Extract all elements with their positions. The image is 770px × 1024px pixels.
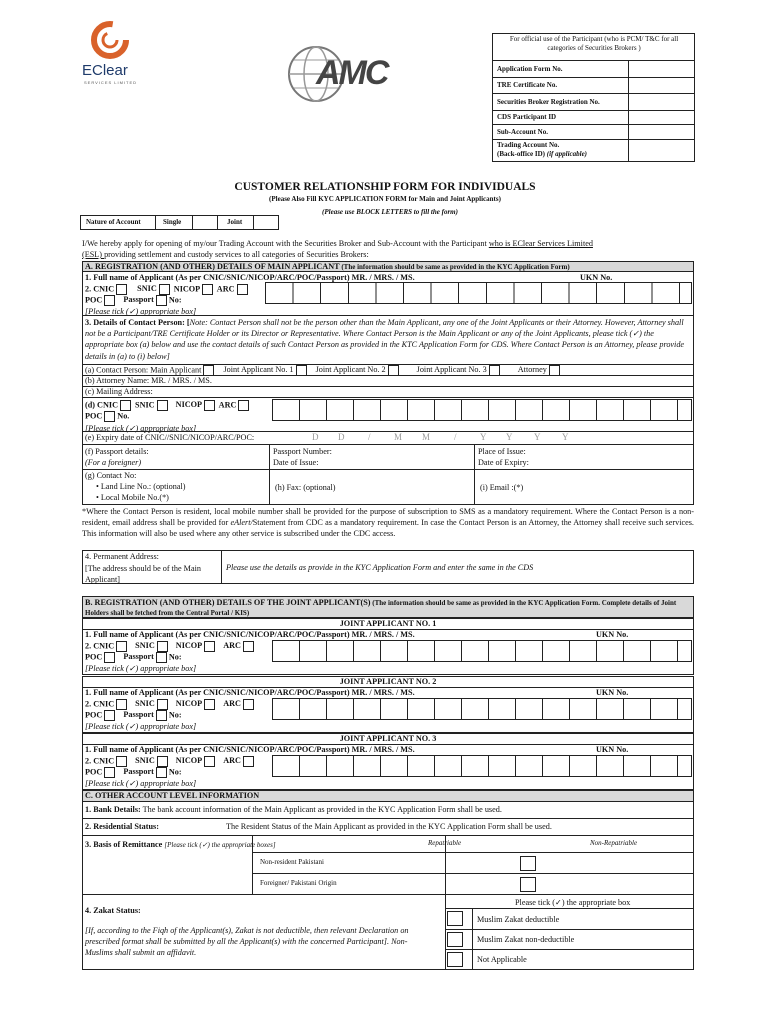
- joint-snic-checkbox[interactable]: [157, 641, 168, 652]
- joint-id-types: 2. CNIC SNIC NICOP ARC: [85, 641, 256, 652]
- nicop-checkbox[interactable]: [202, 284, 213, 295]
- zakat-na-checkbox[interactable]: [447, 952, 463, 972]
- a-passport-label: (f) Passport details:: [85, 447, 149, 456]
- section-a-header: A. REGISTRATION (AND OTHER) DETAILS OF MAIN APPLICANT (The information should be same as provided in the KYC Application Form): [85, 262, 570, 271]
- official-row-label: Sub-Account No.: [497, 128, 548, 136]
- date-char: D: [312, 432, 319, 442]
- a-place-issue-label: Place of Issue:: [478, 447, 526, 456]
- joint-arc-checkbox[interactable]: [243, 641, 254, 652]
- joint-passport-checkbox[interactable]: [156, 710, 167, 721]
- c-zakat-note: [If, according to the Fiqh of the Applicant(s), Zakat is not deductible, then relevant Declaration on prescribed format shall be submitted by all the Applicant(s) with the concerned Participant]. Non-Muslims shall submit an affidavit.: [85, 926, 409, 957]
- c-repatriable-label: Repatriable: [428, 839, 462, 847]
- eclear-tagline: SERVICES LIMITED: [84, 80, 138, 85]
- c-remittance-label: 3. Basis of Remittance [Please tick (✓) the appropriate boxes]: [85, 840, 276, 849]
- a-tick-note: [Please tick (✓) appropriate box]: [85, 307, 197, 316]
- single-label: Single: [163, 218, 182, 226]
- date-char: Y: [562, 432, 569, 442]
- joint-cnic-checkbox[interactable]: [116, 699, 127, 710]
- a-d-id-number-grid[interactable]: [272, 399, 692, 421]
- joint-snic-checkbox[interactable]: [157, 756, 168, 767]
- date-char: /: [454, 432, 457, 442]
- d-snic-checkbox[interactable]: [157, 400, 168, 411]
- joint-title: JOINT APPLICANT NO. 2: [339, 677, 437, 686]
- a-contact-person-row: (a) Contact Person: Main Applicant Joint Applicant No. 1 Joint Applicant No. 2 Joint Applicant No. 3 Attorney: [85, 365, 691, 376]
- zakat-non-deductible-checkbox[interactable]: [447, 932, 463, 952]
- joint-arc-checkbox[interactable]: [243, 756, 254, 767]
- c-res-value: The Resident Status of the Main Applicant as provided in the KYC Application Form shall be used.: [226, 822, 552, 831]
- a-passport-number-label: Passport Number:: [273, 447, 332, 456]
- cnic-checkbox[interactable]: [116, 284, 127, 295]
- date-char: /: [368, 432, 371, 442]
- joint-ukn-label: UKN No.: [596, 630, 629, 639]
- joint-label: Joint: [227, 218, 243, 226]
- joint-passport-checkbox[interactable]: [156, 767, 167, 778]
- a-perm-address-sub: [The address should be of the Main Applicant]: [85, 564, 201, 584]
- joint-id-number-grid[interactable]: [272, 755, 692, 777]
- date-char: D: [338, 432, 345, 442]
- joint-ukn-label: UKN No.: [596, 745, 629, 754]
- c-z1: Muslim Zakat deductible: [477, 915, 560, 924]
- a-ukn-label: UKN No.: [580, 273, 613, 282]
- a-attorney-name-label: (b) Attorney Name: MR. / MRS. / MS.: [85, 376, 212, 385]
- joint-title: JOINT APPLICANT NO. 1: [339, 619, 437, 628]
- c-foreigner-label: Foreigner/ Pakistani Origin: [260, 879, 337, 887]
- a-contact-no-label: (g) Contact No:: [85, 471, 137, 480]
- snic-checkbox[interactable]: [159, 284, 170, 295]
- joint-checkbox[interactable]: [253, 215, 279, 230]
- a-email-label: (i) Email :(*): [480, 483, 524, 492]
- date-char: M: [394, 432, 403, 442]
- a-d-tick-note: [Please tick (✓) appropriate box]: [85, 424, 197, 433]
- a-id-number-grid[interactable]: [265, 282, 692, 304]
- passport-checkbox[interactable]: [156, 295, 167, 306]
- c-z2: Muslim Zakat non-deductible: [477, 935, 575, 944]
- section-c-header: C. OTHER ACCOUNT LEVEL INFORMATION: [85, 791, 260, 800]
- joint-tick-note: [Please tick (✓) appropriate box]: [85, 779, 197, 788]
- a-foreigner-label: (For a foreigner): [85, 458, 142, 467]
- d-nicop-checkbox[interactable]: [204, 400, 215, 411]
- joint-poc-checkbox[interactable]: [104, 710, 115, 721]
- official-row-label: Application Form No.: [497, 65, 563, 73]
- joint-poc-row: POC Passport No:: [85, 652, 182, 662]
- c-zakat-label: 4. Zakat Status:: [85, 906, 141, 915]
- joint-arc-checkbox[interactable]: [243, 699, 254, 710]
- a-landline-label: • Land Line No.: (optional): [96, 482, 186, 491]
- joint-nicop-checkbox[interactable]: [204, 641, 215, 652]
- nature-label: Nature of Account: [86, 218, 141, 226]
- arc-checkbox[interactable]: [237, 284, 248, 295]
- form-title: CUSTOMER RELATIONSHIP FORM FOR INDIVIDUALS: [234, 181, 536, 193]
- c-bank-details: 1. Bank Details: The bank account information of the Main Applicant as provided in the KYC Application Form shall be used.: [85, 805, 502, 814]
- a-date-expiry-label: Date of Expiry:: [478, 458, 529, 467]
- a-mobile-label: • Local Mobile No.(*): [96, 493, 169, 502]
- joint-id-number-grid[interactable]: [272, 640, 692, 662]
- official-use-note: For official use of the Participant (who is PCM/ T&C for all categories of Securities Brokers ): [509, 35, 679, 52]
- official-backoffice-label: (Back-office ID) (if applicable): [497, 150, 588, 158]
- date-char: Y: [506, 432, 513, 442]
- eclear-name: EClear: [82, 62, 128, 79]
- a-mailing-address-label: (c) Mailing Address:: [85, 387, 153, 396]
- d-poc-checkbox[interactable]: [104, 411, 115, 422]
- joint-title: JOINT APPLICANT NO. 3: [339, 734, 437, 743]
- a-expiry-date-field[interactable]: [298, 432, 588, 444]
- c-non-repatriable-label: Non-Repatriable: [590, 839, 638, 847]
- joint-poc-row: POC Passport No:: [85, 710, 182, 720]
- joint-snic-checkbox[interactable]: [157, 699, 168, 710]
- a-perm-address-label: 4. Permanent Address:: [85, 552, 159, 561]
- joint-cnic-checkbox[interactable]: [116, 756, 127, 767]
- joint-poc-row: POC Passport No:: [85, 767, 182, 777]
- joint-q1-label: 1. Full name of Applicant (As per CNIC/SNIC/NICOP/ARC/POC/Passport) MR. / MRS. / MS.: [85, 630, 415, 639]
- a-expiry-label: (e) Expiry date of CNIC//SNIC/NICOP/ARC/POC:: [85, 433, 255, 442]
- intro-text: I/We hereby apply for opening of my/our Trading Account with the Securities Broker and Sub-Account with the Participant who is EClear Services Limited (ESL) providing settlement and custody services to all categories of Securities Brokers:: [82, 239, 593, 259]
- zakat-deductible-checkbox[interactable]: [447, 911, 463, 931]
- single-checkbox[interactable]: [192, 215, 218, 230]
- form-subtitle: (Please Also Fill KYC APPLICATION FORM for Main and Joint Applicants): [269, 195, 501, 203]
- d-cnic-checkbox[interactable]: [120, 400, 131, 411]
- d-arc-checkbox[interactable]: [238, 400, 249, 411]
- joint-q1-label: 1. Full name of Applicant (As per CNIC/SNIC/NICOP/ARC/POC/Passport) MR. / MRS. / MS.: [85, 688, 415, 697]
- c-please-tick: Please tick (✓) the appropriate box: [515, 898, 631, 907]
- date-char: Y: [480, 432, 487, 442]
- joint-id-types: 2. CNIC SNIC NICOP ARC: [85, 699, 256, 710]
- official-row-label: TRE Certificate No.: [497, 81, 558, 89]
- a-d-id-types: (d) CNIC SNIC NICOP ARC: [85, 400, 251, 411]
- eclear-logo: [82, 20, 162, 90]
- amc-logo: [286, 40, 398, 112]
- a-date-issue-label: Date of Issue:: [273, 458, 319, 467]
- official-row-label: CDS Participant ID: [497, 113, 557, 121]
- c-res-label: 2. Residential Status:: [85, 822, 159, 831]
- date-char: M: [422, 432, 431, 442]
- repatriable-nonres-checkbox[interactable]: [520, 856, 536, 876]
- a-star-note: *Where the Contact Person is resident, local mobile number shall be provided for the purpose of subscription to SMS as a mandatory requirement. Where the Contact Person is a non-resident, email address shall be provided for eAlert/Statement from CDC as a mandatory requirement. In case the Contact Person is an Attorney, the Attorney shall receive such services. This information will also be used where any other service is subscribed under the CDC access.: [82, 507, 694, 538]
- eclear-logo-mark: [90, 20, 130, 60]
- joint-tick-note: [Please tick (✓) appropriate box]: [85, 664, 197, 673]
- official-row-label: Securities Broker Registration No.: [497, 98, 600, 106]
- a-poc-row: POC Passport No:: [85, 295, 182, 305]
- block-letters-note: (Please use BLOCK LETTERS to fill the form): [322, 208, 458, 216]
- joint-nicop-checkbox[interactable]: [204, 699, 215, 710]
- joint-nicop-checkbox[interactable]: [204, 756, 215, 767]
- joint-tick-note: [Please tick (✓) appropriate box]: [85, 722, 197, 731]
- a-id-types: 2. CNIC SNIC NICOP ARC: [85, 284, 250, 295]
- a-fax-label: (h) Fax: (optional): [275, 483, 336, 492]
- official-trading-label: Trading Account No.: [497, 141, 560, 149]
- section-b-header: B. REGISTRATION (AND OTHER) DETAILS OF THE JOINT APPLICANT(S) (The information should be same as provided in the KYC Application Form. Complete details of Joint Holders shall be fetched from the Central Portal / KIS): [85, 598, 677, 617]
- a-perm-address-value: Please use the details as provide in the KYC Application Form and enter the same in the CDS: [226, 563, 534, 572]
- joint-id-types: 2. CNIC SNIC NICOP ARC: [85, 756, 256, 767]
- c-z3: Not Applicable: [477, 955, 527, 964]
- joint-cnic-checkbox[interactable]: [116, 641, 127, 652]
- amc-text: AMC: [316, 54, 388, 92]
- a-q3-text: 3. Details of Contact Person: [Note: Contact Person shall not be the person other than the Main Applicant, any one of the Joint Applicants or their Attorney. However, Attorney shall not be a Participant/TRE Certificate Holder or its Director or Representative. Where Contact Person is the Main Applicant or any of the Joint Applicants, please tick (✓) the appropriate box (a) below and use the contact details of such Contact Person as provided in the KTC Application Form for CDS. Where Contact Person is an Attorney, please provide details in (a) to (i) below]: [85, 318, 685, 361]
- a-q1-label: 1. Full name of Applicant (As per CNIC/SNIC/NICOP/ARC/POC/Passport) MR. / MRS. / MS.: [85, 273, 415, 282]
- joint-poc-checkbox[interactable]: [104, 767, 115, 778]
- joint-id-number-grid[interactable]: [272, 698, 692, 720]
- joint-ukn-label: UKN No.: [596, 688, 629, 697]
- date-char: Y: [534, 432, 541, 442]
- a-d-poc-row: POC No.: [85, 411, 130, 421]
- joint-poc-checkbox[interactable]: [104, 652, 115, 663]
- joint-q1-label: 1. Full name of Applicant (As per CNIC/SNIC/NICOP/ARC/POC/Passport) MR. / MRS. / MS.: [85, 745, 415, 754]
- joint-passport-checkbox[interactable]: [156, 652, 167, 663]
- poc-checkbox[interactable]: [104, 295, 115, 306]
- c-nonres-label: Non-resident Pakistani: [260, 858, 324, 866]
